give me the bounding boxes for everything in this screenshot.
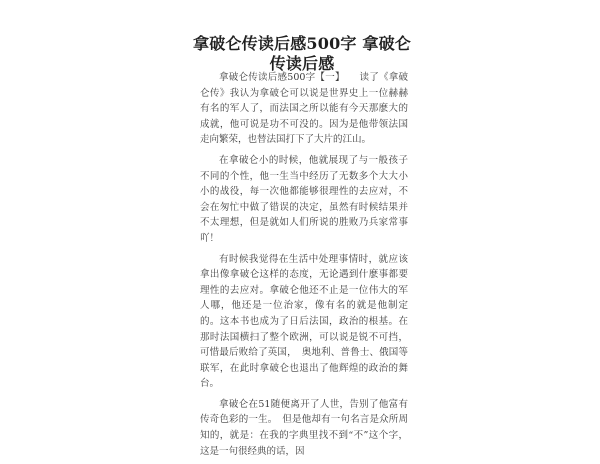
paragraph: 有时候我觉得在生活中处理事情时，就应该拿出像拿破仑这样的态度，无论遇到什麽事都要理性的去应对。拿破仑他还不止是一位伟大的军人哪，他还是一位治家，像有名的就是他制定的。这本书也成为了日后法国，政治的根基。在那时法国横扫了整个欧洲，可以说是锐不可挡，可惜最后败给了英国， 奥地利、普鲁士、俄国等联军，在此时拿破仑也退出了他辉煌的政治的舞台。	[200, 253, 408, 390]
paragraph: 在拿破仑小的时候，他就展现了与一般孩子不同的个性，他一生当中经历了无数多个大大小小的战役，每一次他都能够很理性的去应对，不会在匆忙中做了错误的决定，虽然有时候结果并不太理想，但是就如人们所说的胜败乃兵家常事吖！	[200, 154, 408, 244]
paragraph: 拿破仑在51随便离开了人世，告别了他富有传奇色彩的一生。 但是他却有一句名言是众所周知的，就是：在我的字典里找不到“不”这个字，这是一句很经典的话，因	[200, 398, 408, 457]
document-title: 拿破仑传读后感500字 拿破仑传读后感	[193, 34, 411, 73]
paragraph: 拿破仑传读后感500字【一】 读了《拿破仑传》我认为拿破仑可以说是世界史上一位赫赫有名的军人了，而法国之所以能有今天那麽大的成就，他可说是功不可没的。因为是他带领法国走向繁荣，也替法国打下了大片的江山。	[200, 72, 408, 146]
document-body	[200, 70, 408, 464]
